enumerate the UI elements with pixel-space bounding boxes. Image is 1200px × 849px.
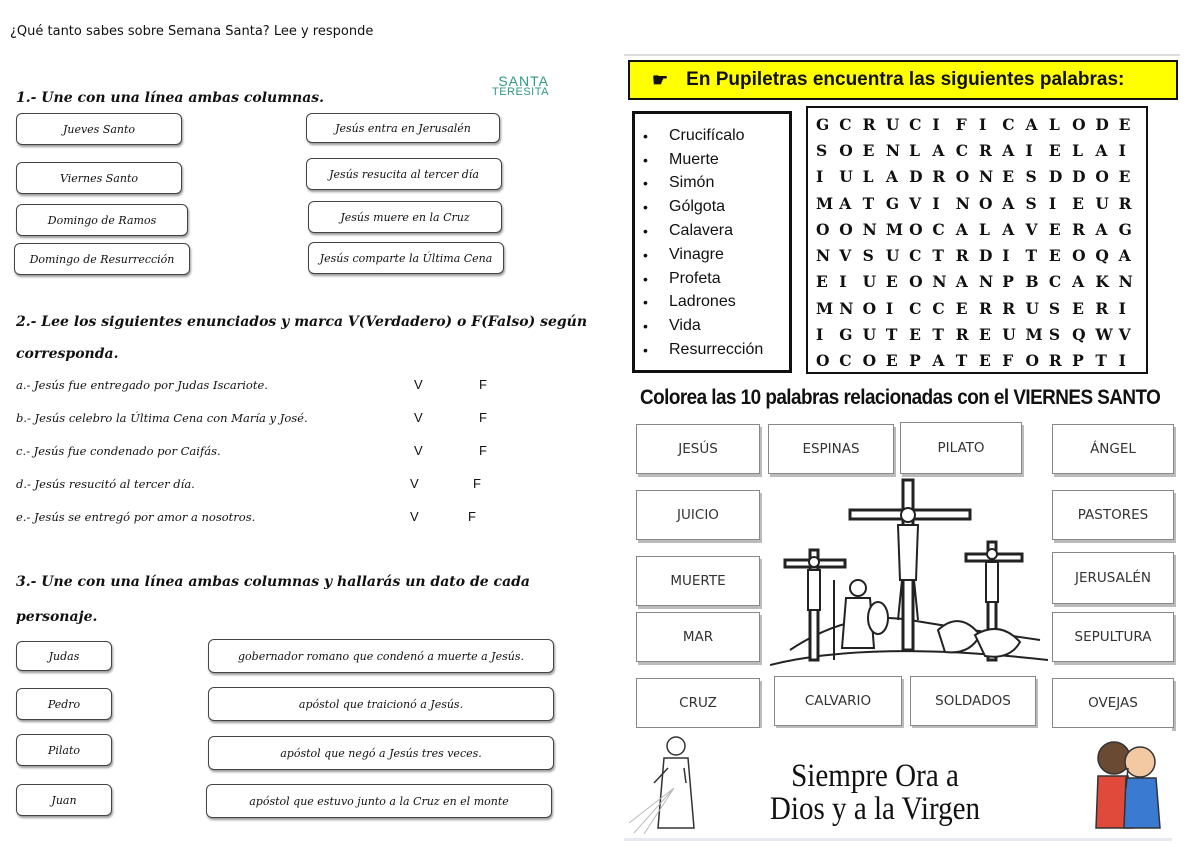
grid-cell[interactable]: S [1048,298,1061,318]
statement-e-v[interactable]: V [410,509,419,524]
statement-d-f[interactable]: F [473,476,481,491]
grid-cell[interactable]: O [955,167,970,187]
word-box-jerusalen[interactable]: JERUSALÉN [1052,552,1174,604]
grid-cell[interactable]: E [909,325,921,345]
word-box-angel[interactable]: ÁNGEL [1052,424,1174,474]
grid-cell[interactable]: U [839,167,853,187]
bullet-icon: • [643,294,648,311]
grid-cell[interactable]: I [816,167,824,187]
bullet-icon: • [643,175,648,192]
grid-cell[interactable]: N [955,193,970,213]
grid-cell[interactable]: E [1048,140,1061,160]
bullet-icon: • [643,246,648,263]
grid-cell[interactable]: U [1025,298,1040,318]
grid-cell[interactable]: E [885,272,898,292]
s1-right-2: Jesús muere en la Cruz [308,201,502,233]
grid-cell[interactable]: I [1002,246,1010,266]
word-box-pilato[interactable]: PILATO [900,422,1022,474]
grid-cell[interactable]: N [885,140,901,160]
grid-row [816,269,1142,295]
grid-cell[interactable]: R [862,114,876,134]
prayer-text [730,760,1020,826]
grid-cell[interactable]: R [978,140,992,160]
grid-cell[interactable]: T [1095,351,1107,371]
grid-cell[interactable]: T [862,193,875,213]
section3-title-cont: personaje. [16,609,98,625]
grid-cell[interactable]: E [1048,246,1061,266]
grid-cell[interactable]: A [955,272,968,292]
grid-cell[interactable]: C [909,298,922,318]
grid-cell[interactable]: N [932,272,947,292]
grid-cell[interactable]: L [1072,140,1083,160]
grid-cell[interactable]: G [1118,219,1132,239]
word-box-soldados[interactable]: SOLDADOS [910,676,1036,726]
section3-title: 3.- Une con una línea ambas columnas y hallarás un dato de cada [16,574,531,590]
grid-cell[interactable]: E [978,351,991,371]
grid-cell[interactable]: I [1118,298,1126,318]
statement-d: d.- Jesús resucitó al tercer día. [16,477,195,491]
divine-mercy-illustration [624,728,724,834]
colorea-title: Colorea las 10 palabras relacionadas con el VIERNES SANTO [640,386,1161,409]
bullet-icon: • [643,223,648,240]
grid-cell[interactable]: N [862,219,877,239]
grid-cell[interactable]: U [862,272,877,292]
bullet-icon: • [643,342,648,359]
grid-cell[interactable]: C [955,140,969,160]
grid-cell[interactable]: O [909,272,923,292]
grid-cell[interactable]: P [1072,351,1084,371]
grid-cell[interactable]: C [909,114,922,134]
grid-cell[interactable]: A [1002,219,1015,239]
grid-cell[interactable]: O [816,219,830,239]
grid-cell[interactable]: R [1095,298,1109,318]
grid-cell[interactable]: I [1118,351,1126,371]
grid-cell[interactable]: O [978,193,993,213]
grid-cell[interactable]: S [816,140,828,160]
grid-cell[interactable]: D [1072,167,1086,187]
grid-cell[interactable]: T [932,325,944,345]
grid-cell[interactable]: T [1025,246,1038,266]
grid-cell[interactable]: M [816,193,834,213]
grid-cell[interactable]: O [816,351,830,371]
bullet-icon: • [643,318,648,335]
grid-row [816,295,1142,321]
pupiletras-banner [628,60,1178,100]
grid-cell[interactable]: G [816,114,830,134]
grid-cell[interactable]: V [839,246,852,266]
statement-a-v[interactable]: V [414,377,423,392]
grid-cell[interactable]: C [932,298,945,318]
grid-cell[interactable]: U [885,114,900,134]
grid-cell[interactable]: F [955,114,967,134]
grid-cell[interactable]: I [816,325,824,345]
grid-cell[interactable]: I [978,114,987,134]
grid-cell[interactable]: E [1048,219,1061,239]
statement-c-v[interactable]: V [414,443,423,458]
grid-cell[interactable]: I [932,193,940,213]
s1-left-0: Jueves Santo [16,113,182,145]
grid-cell[interactable]: O [839,140,853,160]
grid-cell[interactable]: O [1095,167,1109,187]
word-box-espinas[interactable]: ESPINAS [768,424,894,474]
grid-cell[interactable]: D [1048,167,1063,187]
logo-line1: SANTA [498,73,549,89]
grid-cell[interactable]: O [909,219,923,239]
list-item: • Ladrones [643,293,736,311]
grid-cell[interactable]: E [955,298,968,318]
statement-c: c.- Jesús fue condenado por Caifás. [16,444,221,458]
grid-cell[interactable]: T [885,325,898,345]
grid-row [816,321,1142,347]
pointing-hand-icon: ☛ [652,69,669,90]
grid-cell[interactable]: A [839,193,852,213]
grid-row [816,348,1142,374]
section2-title: 2.- Lee los siguientes enunciados y marca V(Verdadero) o F(Falso) según [16,314,588,330]
prayer-line2: Dios y a la Virgen [769,791,981,827]
grid-row [816,137,1142,163]
grid-cell[interactable]: C [909,246,922,266]
grid-cell[interactable]: A [932,140,945,160]
word-box-mar[interactable]: MAR [636,612,760,662]
statement-e-f[interactable]: F [468,509,476,524]
grid-cell[interactable]: D [1095,114,1109,134]
grid-cell[interactable]: O [839,219,853,239]
grid-cell[interactable]: A [1095,140,1108,160]
grid-cell[interactable]: R [1072,219,1085,239]
grid-cell[interactable]: I [1048,193,1057,213]
logo-line2: TERESITA [492,86,549,98]
crucifixion-illustration [770,470,1048,670]
word-box-jesus[interactable]: JESÚS [636,424,760,474]
grid-cell[interactable]: C [1048,272,1062,292]
school-logo [492,73,549,98]
grid-cell[interactable]: O [1072,246,1086,266]
grid-cell[interactable]: V [1118,325,1131,345]
grid-cell[interactable]: A [932,351,945,371]
s1-right-3: Jesús comparte la Última Cena [308,242,504,274]
grid-cell[interactable]: G [839,325,853,345]
statement-c-f[interactable]: F [479,443,487,458]
grid-cell[interactable]: Q [1072,325,1086,345]
grid-cell[interactable]: R [1002,298,1016,318]
grid-cell[interactable]: C [839,351,852,371]
grid-cell[interactable]: R [1118,193,1132,213]
grid-cell[interactable]: I [839,272,847,292]
word-list [632,111,792,373]
grid-cell[interactable]: K [1095,272,1109,292]
grid-cell[interactable]: E [1118,114,1131,134]
section2-title-cont: corresponda. [16,346,119,362]
grid-cell[interactable]: U [862,325,877,345]
grid-cell[interactable]: N [1118,272,1133,292]
grid-cell[interactable]: C [839,114,852,134]
grid-cell[interactable]: A [955,219,968,239]
word-search-grid[interactable] [806,106,1148,374]
divider [624,54,1180,56]
grid-cell[interactable]: I [885,298,894,318]
statement-b-f[interactable]: F [479,410,487,425]
grid-cell[interactable]: V [909,193,922,213]
grid-cell[interactable]: U [885,246,900,266]
grid-row [816,190,1142,216]
s3-left-2: Pilato [16,734,112,766]
grid-cell[interactable]: M [885,219,904,239]
word-box-pastores[interactable]: PASTORES [1052,490,1174,540]
grid-cell[interactable]: E [1118,167,1131,187]
grid-cell[interactable]: M [1025,325,1043,345]
grid-cell[interactable]: O [862,351,877,371]
s1-left-1: Viernes Santo [16,162,182,194]
grid-cell[interactable]: R [1048,351,1062,371]
bullet-icon: • [643,127,648,144]
bullet-icon: • [643,199,648,216]
grid-cell[interactable]: P [1002,272,1014,292]
grid-cell[interactable]: U [1002,325,1016,345]
section1-title: 1.- Une con una línea ambas columnas. [16,90,325,106]
s3-left-1: Pedro [16,688,112,720]
praying-children-illustration [1084,728,1172,834]
page-title: ¿Qué tanto sabes sobre Semana Santa? Lee y responde [10,24,374,39]
grid-cell[interactable]: I [1118,140,1126,160]
prayer-line1: Siempre Ora a [791,758,959,794]
grid-cell[interactable]: A [1072,272,1085,292]
statement-a-f[interactable]: F [479,377,487,392]
grid-cell[interactable]: L [978,219,990,239]
word-box-sepultura[interactable]: SEPULTURA [1052,612,1174,662]
s3-right-1: apóstol que traicionó a Jesús. [208,687,554,721]
grid-cell[interactable]: N [978,272,994,292]
grid-cell[interactable]: T [932,246,944,266]
grid-row [816,164,1142,190]
grid-cell[interactable]: A [1118,246,1131,266]
list-item: • Crucifícalo [643,126,745,144]
grid-cell[interactable]: A [1002,193,1015,213]
list-item: • Vida [643,317,701,335]
grid-row [816,242,1142,268]
grid-cell[interactable]: I [1025,140,1033,160]
grid-cell[interactable]: O [1025,351,1040,371]
grid-cell[interactable]: A [1095,219,1108,239]
grid-cell[interactable]: M [816,298,834,318]
s1-left-3: Domingo de Resurrección [14,243,190,275]
grid-cell[interactable]: E [978,325,991,345]
grid-cell[interactable]: U [1095,193,1109,213]
s1-right-0: Jesús entra en Jerusalén [306,113,500,143]
grid-cell[interactable]: G [885,193,900,213]
grid-cell[interactable]: N [839,298,854,318]
grid-cell[interactable]: C [932,219,945,239]
grid-cell[interactable]: Q [1095,246,1109,266]
grid-cell[interactable]: C [1002,114,1015,134]
pupiletras-title: En Pupiletras encuentra las siguientes palabras: [686,69,1125,90]
grid-cell[interactable]: D [978,246,993,266]
grid-cell[interactable]: E [885,351,898,371]
grid-cell[interactable]: W [1095,325,1113,345]
s1-left-2: Domingo de Ramos [16,204,188,236]
word-box-muerte[interactable]: MUERTE [636,556,760,606]
bullet-icon: • [643,151,648,168]
list-item: • Simón [643,174,715,192]
s1-right-1: Jesús resucita al tercer día [306,158,502,190]
grid-cell[interactable]: S [1048,325,1061,345]
statement-e: e.- Jesús se entregó por amor a nosotros. [16,510,256,524]
grid-cell[interactable]: O [1072,114,1086,134]
grid-cell[interactable]: R [978,298,992,318]
statement-d-v[interactable]: V [410,476,419,491]
grid-cell[interactable]: A [1025,114,1038,134]
s3-left-0: Judas [16,641,112,671]
divider-bottom [624,838,1172,841]
s3-right-2: apóstol que negó a Jesús tres veces. [208,736,554,770]
word-box-juicio[interactable]: JUICIO [636,490,760,540]
grid-cell[interactable]: E [1072,298,1084,318]
grid-cell[interactable]: O [862,298,877,318]
grid-cell[interactable]: L [909,140,921,160]
grid-cell[interactable]: R [955,325,969,345]
grid-row [816,111,1142,137]
s3-right-3: apóstol que estuvo junto a la Cruz en el monte [206,784,552,818]
word-box-calvario[interactable]: CALVARIO [774,676,902,726]
grid-cell[interactable]: E [1002,167,1015,187]
grid-cell[interactable]: F [1002,351,1014,371]
grid-cell[interactable]: A [1002,140,1015,160]
s3-left-3: Juan [16,784,112,816]
grid-cell[interactable]: E [1072,193,1084,213]
grid-cell[interactable]: A [885,167,898,187]
list-item: • Calavera [643,222,734,240]
grid-cell[interactable]: R [932,167,946,187]
statement-b-v[interactable]: V [414,410,423,425]
grid-cell[interactable]: S [862,246,874,266]
grid-cell[interactable]: L [862,167,874,187]
grid-cell[interactable]: D [909,167,923,187]
word-box-ovejas[interactable]: OVEJAS [1052,678,1174,728]
list-item: • Muerte [643,150,719,168]
grid-cell[interactable]: I [932,114,940,134]
grid-cell[interactable]: E [816,272,828,292]
grid-cell[interactable]: V [1025,219,1038,239]
word-box-cruz[interactable]: CRUZ [636,678,760,728]
list-item: • Resurrección [643,341,764,359]
grid-cell[interactable]: L [1048,114,1060,134]
s3-right-0: gobernador romano que condenó a muerte a Jesús. [208,639,554,673]
grid-cell[interactable]: S [1025,167,1037,187]
grid-cell[interactable]: S [1025,193,1037,213]
grid-cell[interactable]: P [909,351,921,371]
statement-a: a.- Jesús fue entregado por Judas Iscariote. [16,378,268,392]
grid-cell[interactable]: R [955,246,969,266]
list-item: • Vinagre [643,245,724,263]
grid-cell[interactable]: B [1025,272,1039,292]
grid-cell[interactable]: E [862,140,875,160]
grid-cell[interactable]: T [955,351,968,371]
list-item: • Gólgota [643,198,726,216]
list-item: • Profeta [643,269,721,287]
grid-row [816,216,1142,242]
bullet-icon: • [643,270,648,287]
grid-cell[interactable]: N [978,167,994,187]
statement-b: b.- Jesús celebro la Última Cena con María y José. [16,411,308,425]
grid-cell[interactable]: N [816,246,831,266]
